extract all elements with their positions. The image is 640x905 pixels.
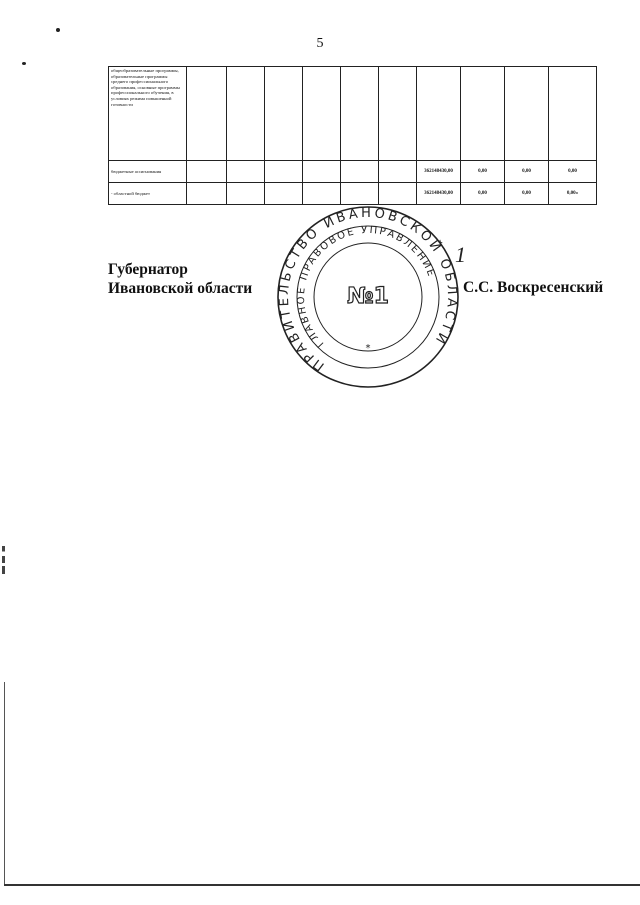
seal-outer-text: ПРАВИТЕЛЬСТВО ИВАНОВСКОЙ ОБЛАСТИ — [276, 205, 460, 374]
table-cell: 362148430,00 — [417, 161, 461, 183]
row-label: общеобразовательные программы, образовательные программы среднего профессионального образования, основные программы профессионального обучения, в условиях режима повышенной готовности — [109, 67, 187, 161]
left-edge-rule — [4, 682, 5, 886]
official-seal-icon — [276, 205, 460, 389]
signatory-name: С.С. Воскресенский — [463, 279, 604, 296]
table-row — [109, 161, 597, 183]
table-cell: 0,00 — [461, 161, 505, 183]
row-label: - областной бюджет — [109, 183, 187, 205]
table-row — [109, 183, 597, 205]
seal-inner-text: ГЛАВНОЕ ПРАВОВОЕ УПРАВЛЕНИЕ — [295, 224, 437, 350]
table-cell: 0,00 — [505, 161, 549, 183]
handwritten-mark-icon — [452, 238, 470, 268]
signatory-title-line2: Ивановской области — [108, 280, 253, 297]
svg-text:1: 1 — [455, 242, 466, 267]
scan-speck — [22, 62, 26, 65]
row-label: бюджетные ассигнования — [109, 161, 187, 183]
table-cell: 0,00» — [549, 183, 597, 205]
table-cell: 0,00 — [461, 183, 505, 205]
table-cell: 0,00 — [505, 183, 549, 205]
margin-mark — [2, 546, 5, 574]
signatory-title — [108, 260, 252, 298]
bottom-edge-rule — [4, 884, 640, 886]
table-row — [109, 67, 597, 161]
budget-table — [108, 66, 597, 205]
seal-star: * — [365, 343, 371, 354]
page-number: 5 — [316, 36, 324, 51]
table-cell: 0,00 — [549, 161, 597, 183]
signatory-title-line1: Губернатор — [108, 261, 188, 278]
seal-number: №1 — [347, 284, 389, 309]
table-cell: 362148430,00 — [417, 183, 461, 205]
scan-speck — [56, 28, 60, 32]
